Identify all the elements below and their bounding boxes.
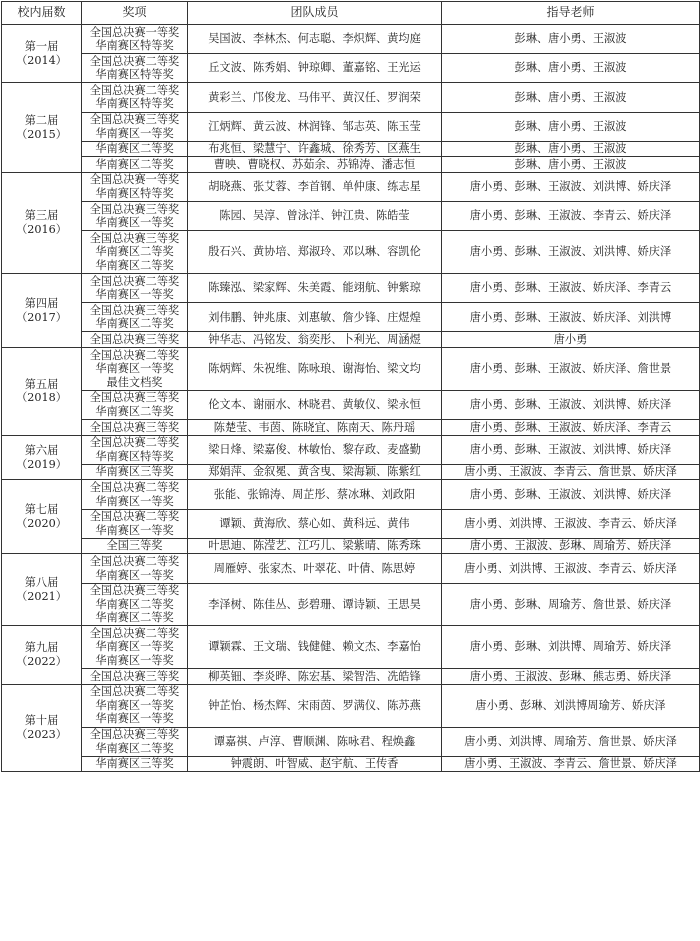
award-line: 华南赛区一等奖: [95, 654, 174, 668]
session-cell: [2, 554, 82, 626]
members-cell: 钟芷怡、杨杰辉、宋雨茵、罗满仪、陈苏燕: [188, 684, 442, 727]
advisors-cell: 唐小勇、王淑波、李青云、詹世景、娇庆泽: [442, 464, 700, 480]
advisors-cell: 唐小勇、彭琳、王淑波、刘洪博、娇庆泽: [442, 435, 700, 464]
advisors-cell: 彭琳、唐小勇、王淑波: [442, 141, 700, 157]
members-cell: 谭颖霖、王文瑞、钱健健、赖文杰、李嘉怡: [188, 626, 442, 669]
award-line: 全国总决赛二等奖: [89, 554, 180, 568]
award-cell: [82, 274, 188, 303]
award-line: 全国总决赛一等奖: [89, 25, 180, 39]
award-line: 全国总决赛二等奖: [89, 480, 180, 494]
session-name: 第三届: [24, 209, 59, 223]
members-cell: 李泽树、陈佳丛、彭碧珊、谭诗颖、王思昊: [188, 583, 442, 626]
advisors-cell: 唐小勇、刘洪博、王淑波、李青云、娇庆泽: [442, 554, 700, 583]
session-name: 第五届: [24, 377, 59, 391]
table-row: [2, 172, 700, 201]
session-year: （2022）: [16, 655, 67, 669]
award-cell: [82, 554, 188, 583]
award-cell: [82, 202, 188, 231]
table-row: [2, 626, 700, 669]
table-row: [2, 348, 700, 391]
award-line: 华南赛区二等奖: [95, 245, 174, 259]
award-line: 全国总决赛三等奖: [89, 332, 180, 346]
table-row: [2, 480, 700, 509]
session-year: （2015）: [16, 127, 67, 141]
members-cell: 黄彩兰、邝俊龙、马伟平、黄汉任、罗润荣: [188, 83, 442, 112]
award-cell: [82, 332, 188, 348]
advisors-cell: 唐小勇、王淑波、彭琳、熊志勇、娇庆泽: [442, 669, 700, 685]
award-line: 全国总决赛二等奖: [89, 510, 180, 524]
table-row: [2, 141, 700, 157]
members-cell: 陈园、吴淳、曾泳洋、钟江贵、陈皓莹: [188, 202, 442, 231]
header-award: 奖项: [82, 2, 188, 25]
award-line: 华南赛区二等奖: [95, 142, 174, 156]
award-cell: [82, 348, 188, 391]
session-cell: [2, 626, 82, 684]
header-session: 校内届数: [2, 2, 82, 25]
award-cell: [82, 727, 188, 756]
session-cell: [2, 172, 82, 273]
members-cell: 胡晓燕、张艾蓉、李首钢、单仲康、练志星: [188, 172, 442, 201]
award-cell: [82, 583, 188, 626]
award-cell: [82, 538, 188, 554]
members-cell: 陈炳辉、朱祝维、陈咏琅、谢海怡、梁文均: [188, 348, 442, 391]
header-members: 团队成员: [188, 2, 442, 25]
award-cell: [82, 25, 188, 54]
members-cell: 周雁婷、张家杰、叶翠花、叶倩、陈思婷: [188, 554, 442, 583]
award-cell: [82, 172, 188, 201]
award-line: 华南赛区二等奖: [95, 259, 174, 272]
members-cell: 谭嘉祺、卢淳、曹顺渊、陈咏君、程焕鑫: [188, 727, 442, 756]
award-line: 全国总决赛二等奖: [89, 274, 180, 288]
award-line: 华南赛区三等奖: [95, 465, 174, 479]
session-cell: [2, 435, 82, 480]
table-row: [2, 538, 700, 554]
table-row: [2, 509, 700, 538]
members-cell: 殷石兴、黄协培、郑淑玲、邓以琳、容凯伦: [188, 231, 442, 274]
advisors-cell: 唐小勇、彭琳、王淑波、刘洪博、娇庆泽: [442, 172, 700, 201]
award-cell: [82, 54, 188, 83]
award-cell: [82, 390, 188, 419]
advisors-cell: 唐小勇、彭琳、王淑波、娇庆泽、李青云: [442, 274, 700, 303]
table-row: [2, 420, 700, 436]
session-year: （2020）: [16, 516, 67, 530]
members-cell: 郑娟萍、金叙冕、黄含曳、梁海颖、陈紫红: [188, 464, 442, 480]
members-cell: 梁日烽、梁嘉俊、林敏怡、黎存政、麦盛勤: [188, 435, 442, 464]
advisors-cell: 唐小勇、王淑波、彭琳、周瑜芳、娇庆泽: [442, 538, 700, 554]
award-line: 华南赛区特等奖: [95, 39, 174, 53]
members-cell: 谭颖、黄海欣、蔡心如、黄科远、黄伟: [188, 509, 442, 538]
award-cell: [82, 756, 188, 772]
award-line: 全国总决赛二等奖: [89, 83, 180, 97]
session-year: （2023）: [16, 728, 67, 742]
session-year: （2017）: [16, 310, 67, 324]
advisors-cell: 唐小勇: [442, 332, 700, 348]
award-cell: [82, 112, 188, 141]
members-cell: 陈楚莹、韦茵、陈晓宜、陈南天、陈丹瑶: [188, 420, 442, 436]
table-row: [2, 727, 700, 756]
award-cell: [82, 626, 188, 669]
award-line: 华南赛区二等奖: [95, 404, 174, 418]
session-year: （2021）: [16, 589, 67, 603]
table-row: [2, 274, 700, 303]
awards-table: [1, 1, 700, 772]
advisors-cell: 彭琳、唐小勇、王淑波: [442, 25, 700, 54]
members-cell: 江炳辉、黄云波、林润锋、邹志英、陈玉莹: [188, 112, 442, 141]
members-cell: 钟华志、冯铭发、翁奕彤、卜利光、周涵煜: [188, 332, 442, 348]
award-line: 华南赛区二等奖: [95, 597, 174, 611]
members-cell: 布兆恒、梁慧宁、许鑫城、徐秀芳、区燕生: [188, 141, 442, 157]
award-line: 全国总决赛三等奖: [89, 728, 180, 742]
award-line: 全国总决赛二等奖: [89, 436, 180, 450]
session-name: 第七届: [24, 503, 59, 517]
award-line: 华南赛区一等奖: [95, 362, 174, 376]
table-row: [2, 83, 700, 112]
table-header: [2, 2, 700, 25]
award-line: 全国总决赛一等奖: [89, 173, 180, 187]
members-cell: 吴国波、李林杰、何志聪、李炽辉、黄均庭: [188, 25, 442, 54]
members-cell: 刘伟鹏、钟兆康、刘惠敏、詹少锋、庄煜煌: [188, 303, 442, 332]
session-name: 第二届: [24, 114, 59, 128]
award-line: 华南赛区二等奖: [95, 611, 174, 625]
award-line: 全国总决赛三等奖: [89, 669, 180, 683]
award-line: 华南赛区一等奖: [95, 712, 174, 726]
award-cell: [82, 669, 188, 685]
award-cell: [82, 231, 188, 274]
award-line: 华南赛区一等奖: [95, 698, 174, 712]
award-line: 全国总决赛二等奖: [89, 685, 180, 699]
table-body: [2, 25, 700, 772]
table-row: [2, 464, 700, 480]
table-row: [2, 231, 700, 274]
session-name: 第十届: [24, 714, 59, 728]
session-name: 第四届: [24, 297, 59, 310]
award-line: 全国总决赛三等奖: [89, 231, 180, 245]
award-cell: [82, 435, 188, 464]
award-line: 华南赛区一等奖: [95, 494, 174, 508]
award-cell: [82, 509, 188, 538]
session-cell: [2, 348, 82, 436]
advisors-cell: 唐小勇、王淑波、李青云、詹世景、娇庆泽: [442, 756, 700, 772]
session-year: （2014）: [16, 53, 67, 67]
award-line: 华南赛区一等奖: [95, 216, 174, 230]
award-line: 华南赛区特等奖: [95, 449, 174, 463]
table-row: [2, 332, 700, 348]
award-line: 华南赛区特等奖: [95, 187, 174, 201]
session-cell: [2, 274, 82, 348]
award-line: 全国总决赛三等奖: [89, 202, 180, 216]
members-cell: 钟震朗、叶智威、赵宇航、王传香: [188, 756, 442, 772]
award-line: 全国总决赛三等奖: [89, 584, 180, 598]
table-row: [2, 303, 700, 332]
table-row: [2, 202, 700, 231]
award-cell: [82, 303, 188, 332]
session-year: （2018）: [16, 391, 67, 405]
advisors-cell: 唐小勇、彭琳、王淑波、娇庆泽、刘洪博: [442, 303, 700, 332]
advisors-cell: 唐小勇、刘洪博、周瑜芳、詹世景、娇庆泽: [442, 727, 700, 756]
advisors-cell: 唐小勇、彭琳、周瑜芳、詹世景、娇庆泽: [442, 583, 700, 626]
award-line: 全国总决赛三等奖: [89, 113, 180, 127]
award-line: 华南赛区二等奖: [95, 741, 174, 755]
award-line: 华南赛区特等奖: [95, 68, 174, 82]
award-cell: [82, 684, 188, 727]
award-line: 华南赛区特等奖: [95, 97, 174, 111]
header-advisors: 指导老师: [442, 2, 700, 25]
award-line: 全国总决赛三等奖: [89, 420, 180, 434]
award-line: 全国总决赛三等奖: [89, 391, 180, 405]
advisors-cell: 唐小勇、彭琳、王淑波、李青云、娇庆泽: [442, 202, 700, 231]
table-row: [2, 54, 700, 83]
advisors-cell: 彭琳、唐小勇、王淑波: [442, 112, 700, 141]
session-cell: [2, 684, 82, 772]
advisors-cell: 彭琳、唐小勇、王淑波: [442, 83, 700, 112]
table-row: [2, 554, 700, 583]
advisors-cell: 彭琳、唐小勇、王淑波: [442, 54, 700, 83]
members-cell: 柳英钿、李炎晔、陈宏基、梁智浩、冼皓锋: [188, 669, 442, 685]
session-cell: [2, 83, 82, 173]
members-cell: 陈臻泓、梁家辉、朱美霞、能翊航、钟紫琼: [188, 274, 442, 303]
award-cell: [82, 157, 188, 173]
table-row: [2, 669, 700, 685]
award-line: 全国总决赛三等奖: [89, 303, 180, 317]
members-cell: 叶思迪、陈滢艺、江巧儿、梁紫晴、陈秀珠: [188, 538, 442, 554]
session-name: 第八届: [24, 576, 59, 590]
advisors-cell: 彭琳、唐小勇、王淑波: [442, 157, 700, 173]
advisors-cell: 唐小勇、彭琳、王淑波、娇庆泽、李青云: [442, 420, 700, 436]
session-name: 第六届: [24, 443, 59, 457]
table-row: [2, 756, 700, 772]
table-row: [2, 112, 700, 141]
table-row: [2, 684, 700, 727]
award-line: 华南赛区二等奖: [95, 317, 174, 331]
advisors-cell: 唐小勇、彭琳、王淑波、刘洪博、娇庆泽: [442, 231, 700, 274]
award-line: 华南赛区二等奖: [95, 157, 174, 171]
award-line: 最佳文档奖: [106, 375, 163, 389]
award-line: 全国三等奖: [106, 539, 163, 553]
award-line: 全国总决赛二等奖: [89, 54, 180, 68]
award-line: 华南赛区一等奖: [95, 568, 174, 582]
award-cell: [82, 141, 188, 157]
award-cell: [82, 83, 188, 112]
advisors-cell: 唐小勇、彭琳、王淑波、娇庆泽、詹世景: [442, 348, 700, 391]
members-cell: 伦文本、谢丽水、林晓君、黄敏仪、梁永恒: [188, 390, 442, 419]
table-row: [2, 157, 700, 173]
award-cell: [82, 420, 188, 436]
session-name: 第一届: [24, 40, 59, 54]
award-line: 华南赛区一等奖: [95, 288, 174, 302]
header-row: [2, 2, 700, 25]
award-cell: [82, 480, 188, 509]
award-line: 全国总决赛二等奖: [89, 626, 180, 640]
session-name: 第九届: [24, 641, 59, 655]
award-cell: [82, 464, 188, 480]
award-line: 全国总决赛二等奖: [89, 348, 180, 362]
session-cell: [2, 25, 82, 83]
session-year: （2019）: [16, 457, 67, 471]
table-row: [2, 390, 700, 419]
advisors-cell: 唐小勇、彭琳、刘洪博周瑜芳、娇庆泽: [442, 684, 700, 727]
award-line: 华南赛区三等奖: [95, 757, 174, 771]
award-line: 华南赛区一等奖: [95, 640, 174, 654]
session-year: （2016）: [16, 223, 67, 237]
members-cell: 曹映、曹晓权、苏茹余、苏锦涛、潘志恒: [188, 157, 442, 173]
advisors-cell: 唐小勇、刘洪博、王淑波、李青云、娇庆泽: [442, 509, 700, 538]
table-row: [2, 583, 700, 626]
award-line: 华南赛区一等奖: [95, 523, 174, 537]
advisors-cell: 唐小勇、彭琳、王淑波、刘洪博、娇庆泽: [442, 390, 700, 419]
table-row: [2, 435, 700, 464]
members-cell: 张能、张锦涛、周芷彤、蔡冰琳、刘政阳: [188, 480, 442, 509]
advisors-cell: 唐小勇、彭琳、王淑波、刘洪博、娇庆泽: [442, 480, 700, 509]
session-cell: [2, 480, 82, 554]
advisors-cell: 唐小勇、彭琳、刘洪博、周瑜芳、娇庆泽: [442, 626, 700, 669]
table-row: [2, 25, 700, 54]
members-cell: 丘文波、陈秀娟、钟琼卿、董嘉铭、王光运: [188, 54, 442, 83]
award-line: 华南赛区一等奖: [95, 126, 174, 140]
